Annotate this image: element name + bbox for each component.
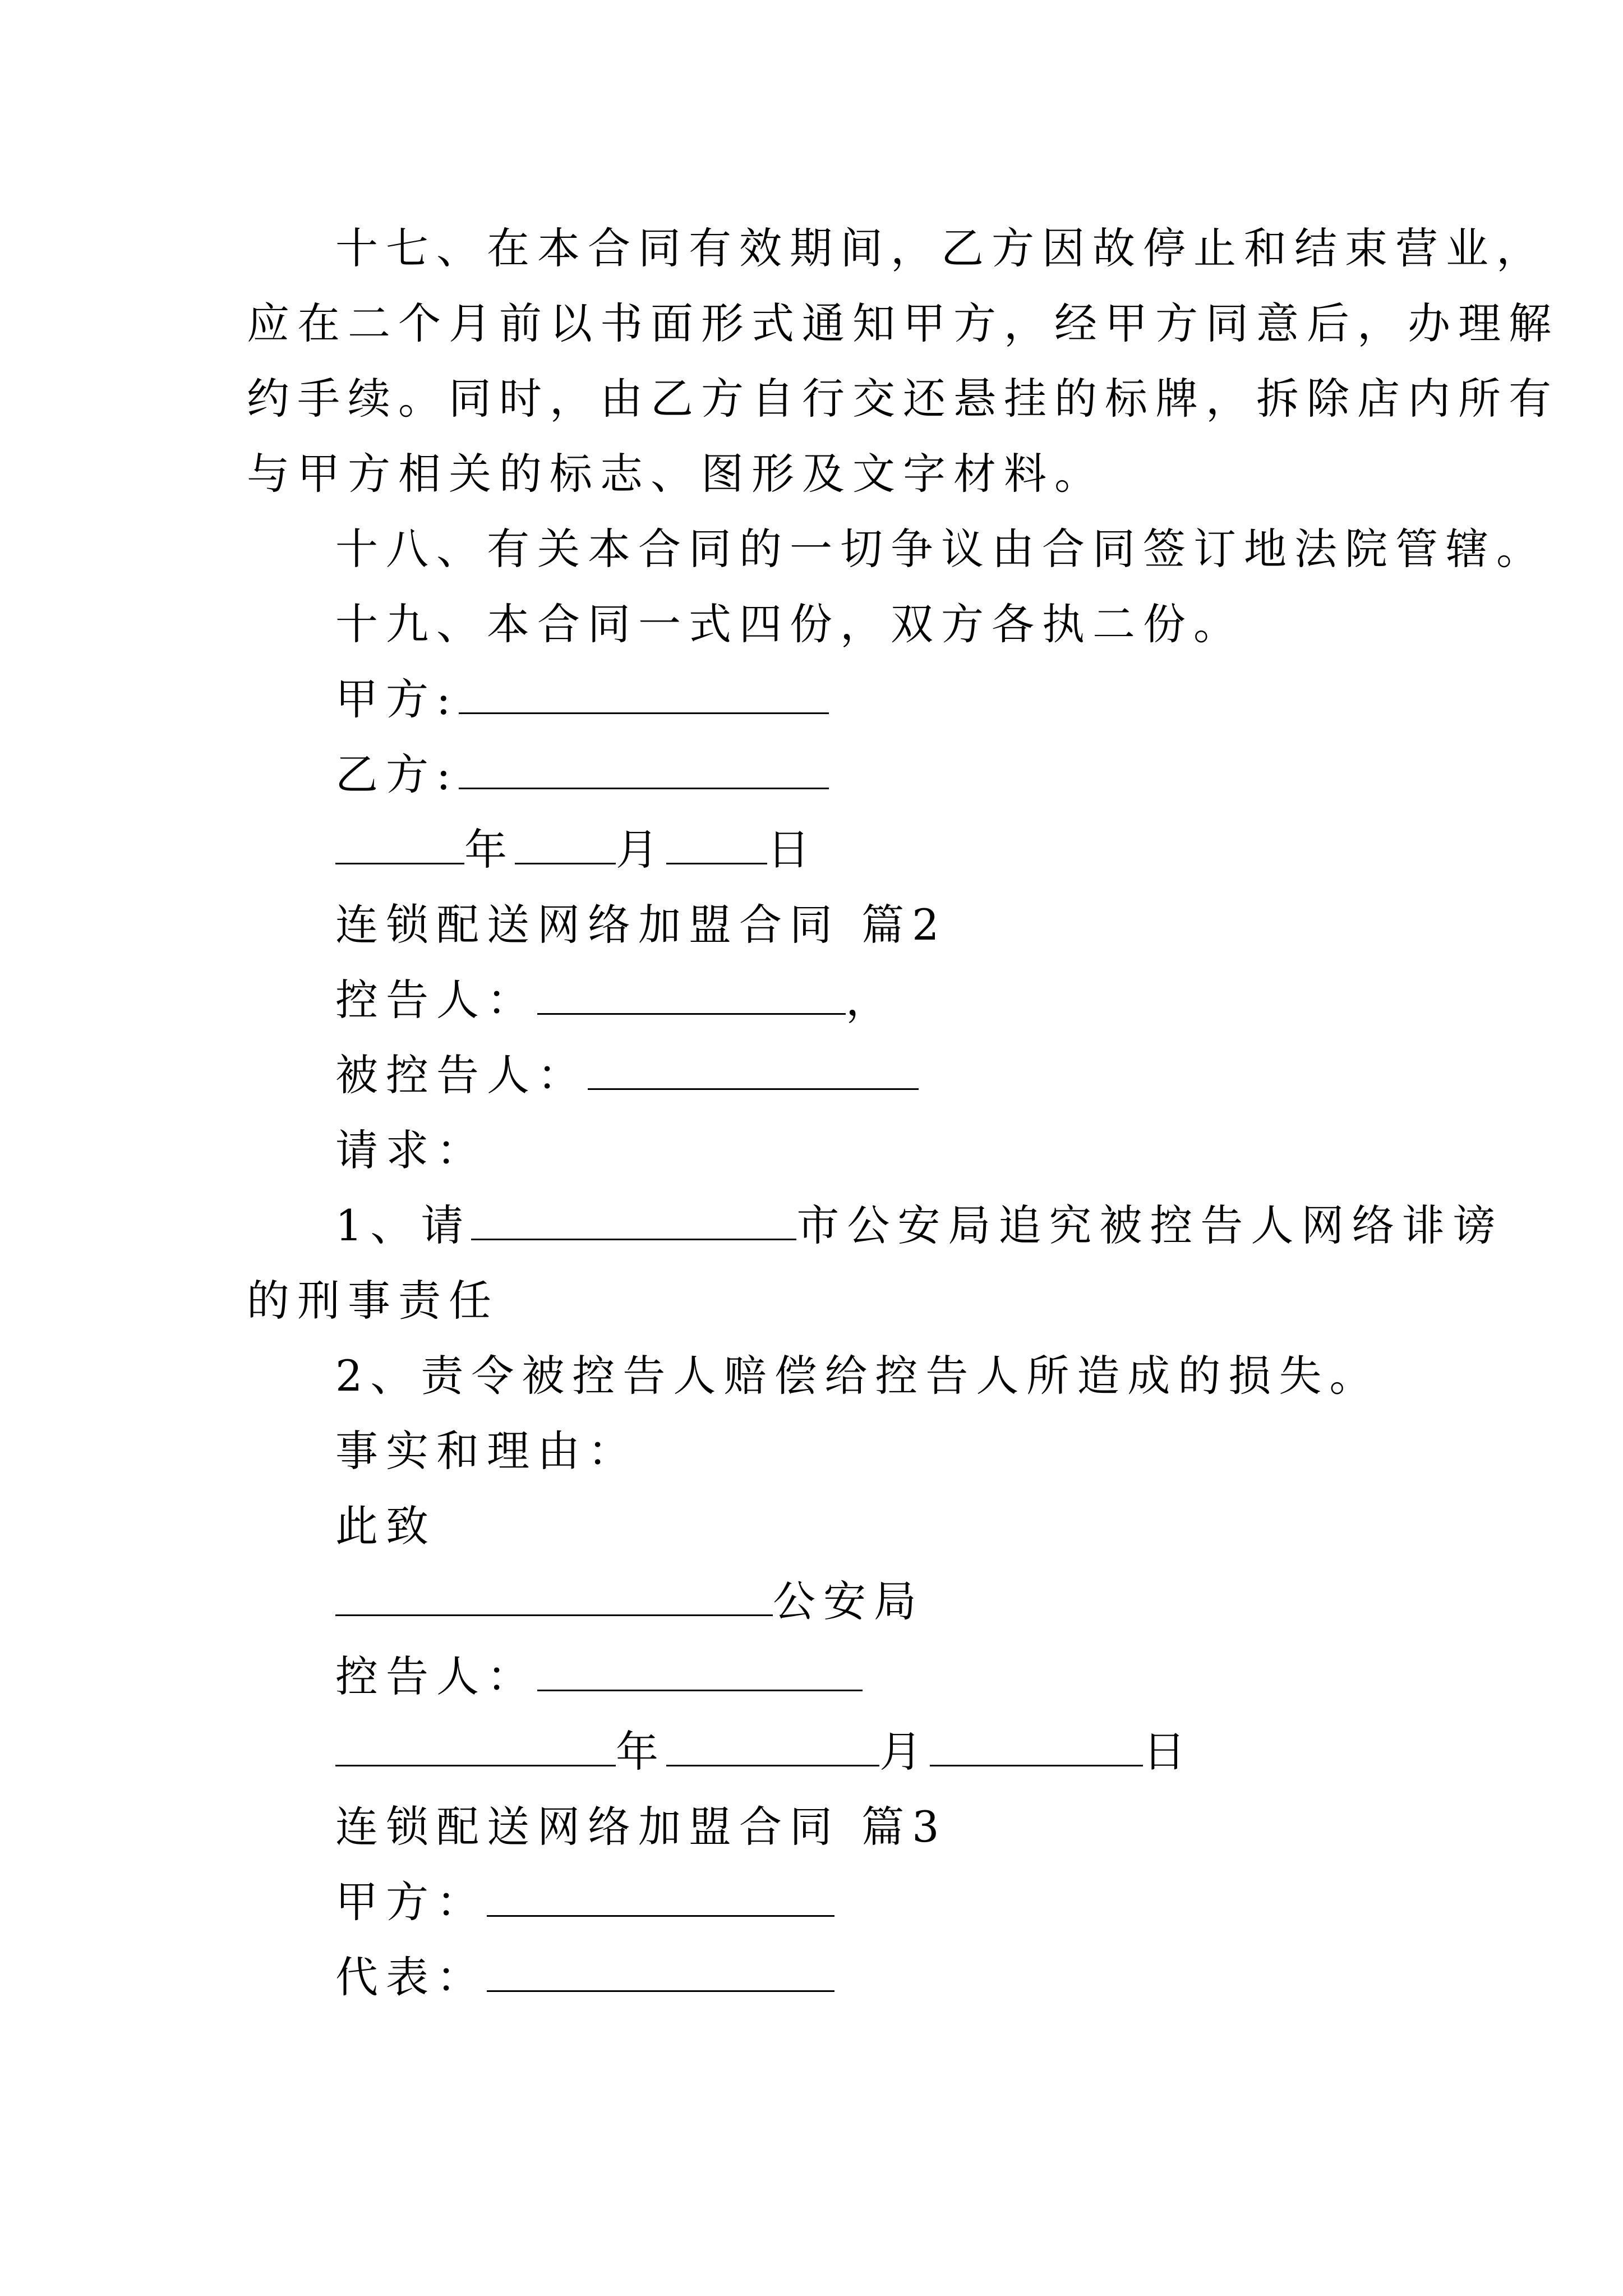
clause-19: 十九、本合同一式四份，双方各执二份。 (335, 599, 1244, 649)
city-blank (471, 1199, 796, 1240)
day-blank (666, 823, 767, 864)
section-heading-2: 连锁配送网络加盟合同 篇2 (335, 900, 947, 950)
day-blank-2 (930, 1726, 1143, 1766)
respondent-line (335, 1045, 919, 1106)
clause-17-line-2: 应在二个月前以书面形式通知甲方，经甲方同意后，办理解 (247, 298, 1559, 348)
party-a-label: 甲方: (335, 674, 459, 724)
signature-party-b (335, 744, 829, 806)
day-label: 日 (767, 825, 818, 875)
signature-date (335, 819, 818, 881)
request-heading: 请求： (335, 1125, 487, 1175)
part3-party-a-line (335, 1871, 834, 1933)
part3-party-a-label: 甲方： (335, 1877, 487, 1927)
clause-17-line-1: 十七、在本合同有效期间，乙方因故停止和结束营业， (335, 223, 1547, 273)
part3-party-a-blank (487, 1876, 834, 1917)
clause-17-line-4: 与甲方相关的标志、图形及文字材料。 (247, 449, 1105, 499)
month-blank-2 (666, 1726, 879, 1766)
complainant-blank (537, 974, 846, 1015)
part3-rep-label: 代表： (335, 1952, 487, 2002)
complainant-sign-label: 控告人： (335, 1651, 537, 1701)
year-blank (335, 823, 464, 864)
day-label-2: 日 (1143, 1727, 1193, 1777)
bureau-blank (335, 1575, 773, 1616)
complaint-date (335, 1721, 1193, 1783)
bureau-label: 公安局 (773, 1576, 924, 1626)
year-blank-2 (335, 1726, 616, 1766)
bureau-line (335, 1571, 924, 1632)
part3-rep-blank (487, 1951, 834, 1992)
complainant-line (335, 969, 896, 1031)
respondent-blank (588, 1049, 919, 1090)
clause-17-line-3: 约手续。同时，由乙方自行交还悬挂的标牌，拆除店内所有 (247, 374, 1559, 424)
section-heading-3: 连锁配送网络加盟合同 篇3 (335, 1802, 947, 1852)
party-b-label: 乙方: (335, 749, 459, 799)
complainant-sign-line (335, 1646, 863, 1708)
signature-party-a (335, 669, 829, 730)
party-a-blank (459, 673, 829, 714)
request-2: 2、责令被控告人赔偿给控告人所造成的损失。 (335, 1351, 1380, 1401)
month-label: 月 (616, 825, 666, 875)
request-1-text: 市公安局追究被控告人网络诽谤 (796, 1200, 1504, 1250)
request-1-prefix: 1、请 (335, 1200, 472, 1250)
clause-18: 十八、有关本合同的一切争议由合同签订地法院管辖。 (335, 524, 1547, 574)
year-label: 年 (464, 825, 515, 875)
request-1-line-2: 的刑事责任 (247, 1276, 499, 1326)
facts-heading: 事实和理由： (335, 1426, 638, 1476)
part3-rep-line (335, 1947, 834, 2008)
salutation: 此致 (335, 1501, 436, 1551)
respondent-label: 被控告人： (335, 1050, 588, 1100)
month-blank (515, 823, 616, 864)
party-b-blank (459, 748, 829, 789)
comma: ， (846, 975, 896, 1025)
request-1-line-1 (335, 1195, 1503, 1257)
complainant-sign-blank (537, 1650, 863, 1691)
month-label-2: 月 (879, 1727, 930, 1777)
complainant-label: 控告人： (335, 975, 537, 1025)
year-label-2: 年 (616, 1727, 666, 1777)
